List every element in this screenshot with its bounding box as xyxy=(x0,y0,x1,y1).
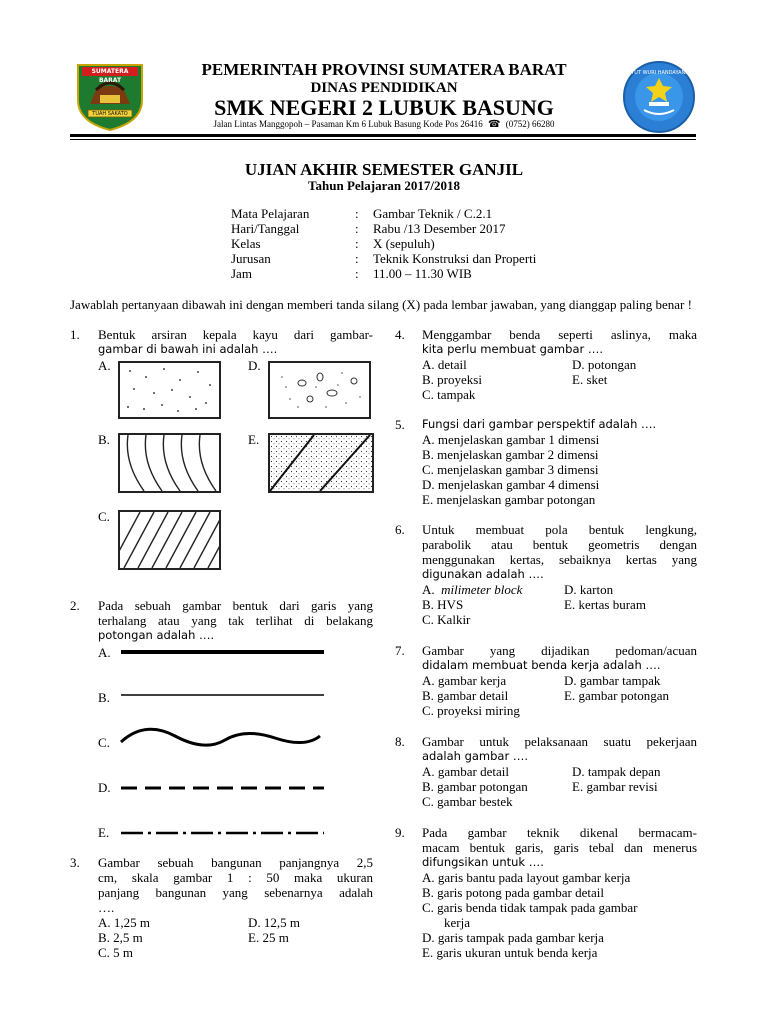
q6-line: parabolik atau bentuk geometris dengan xyxy=(422,537,697,552)
q5-option-e: E. menjelaskan gambar potongan xyxy=(422,492,596,507)
q3-option-b: B. 2,5 m xyxy=(98,930,143,945)
q8-number: 8. xyxy=(395,734,405,749)
header-rule-thin xyxy=(70,139,696,140)
q6-option-b: B. HVS xyxy=(422,597,464,612)
q8-option-c: C. gambar bestek xyxy=(422,794,513,809)
q8-line: Gambar untuk pelaksanaan suatu pekerjaan xyxy=(422,734,697,749)
q2-text xyxy=(98,598,373,643)
hatch-concrete xyxy=(268,361,371,419)
info-sep: : xyxy=(355,236,359,251)
left-logo-ribbon: TUAH SAKATO xyxy=(92,111,128,117)
q2-option-d: D. xyxy=(98,780,111,795)
q3-line: Gambar sebuah bangunan panjangnya 2,5 xyxy=(98,855,373,870)
line-wavy xyxy=(121,729,320,745)
q1-option-c: C. xyxy=(98,509,110,524)
q2-option-e: E. xyxy=(98,825,110,840)
q5-option-b: B. menjelaskan gambar 2 dimensi xyxy=(422,447,599,462)
q1-option-d: D. xyxy=(248,358,261,373)
q5-option-a: A. menjelaskan gambar 1 dimensi xyxy=(422,432,600,447)
q6-option-e: E. kertas buram xyxy=(564,597,646,612)
q1-option-a: A. xyxy=(98,358,111,373)
q8-option-d: D. tampak depan xyxy=(572,764,661,779)
q7-line: Gambar yang dijadikan pedoman/acuan xyxy=(422,643,697,658)
q3-option-a: A. 1,25 m xyxy=(98,915,150,930)
q6-line: menggunakan kertas, sebaiknya kertas yang xyxy=(422,552,697,567)
hatch-sand-diagonal-icon xyxy=(270,435,372,491)
info-sep: : xyxy=(355,251,359,266)
hatch-dots-icon xyxy=(120,363,219,417)
info-sep: : xyxy=(355,206,359,221)
info-value: X (sepuluh) xyxy=(373,236,435,251)
q9-line: difungsikan untuk …. xyxy=(422,855,544,869)
q7-option-b: B. gambar detail xyxy=(422,688,509,703)
q3-line: panjang bangunan yang sebenarnya adalah xyxy=(98,885,373,900)
q8-text xyxy=(422,734,697,764)
q2-number: 2. xyxy=(70,598,80,613)
q7-option-d: D. gambar tampak xyxy=(564,673,661,688)
q5-option-d: D. menjelaskan gambar 4 dimensi xyxy=(422,477,600,492)
exam-info xyxy=(231,206,631,281)
header-dept: DINAS PENDIDIKAN xyxy=(310,80,458,96)
q5-text: Fungsi dari gambar perspektif adalah …. xyxy=(422,417,657,431)
q8-line: adalah gambar …. xyxy=(422,749,529,763)
telephone-icon: ☎ xyxy=(488,119,501,130)
q9-text xyxy=(422,825,697,870)
hatch-concrete-icon xyxy=(270,363,369,417)
info-row xyxy=(231,206,631,221)
q4-text xyxy=(422,327,697,357)
info-value: 11.00 – 11.30 WIB xyxy=(373,266,472,281)
q6-line: Untuk membuat pola bentuk lengkung, xyxy=(422,522,697,537)
info-value: Rabu /13 Desember 2017 xyxy=(373,221,506,236)
q8-option-a: A. gambar detail xyxy=(422,764,509,779)
q9-option-c: C. garis benda tidak tampak pada gambar xyxy=(422,900,638,915)
info-label: Mata Pelajaran xyxy=(231,206,310,221)
q2-option-a: A. xyxy=(98,645,111,660)
info-value: Teknik Konstruksi dan Properti xyxy=(373,251,537,266)
q4-option-e: E. sket xyxy=(572,372,608,387)
q7-number: 7. xyxy=(395,643,405,658)
q8-option-b: B. gambar potongan xyxy=(422,779,528,794)
header-gov: PEMERINTAH PROVINSI SUMATERA BARAT xyxy=(201,60,567,79)
q9-line: Pada gambar teknik dikenal bermacam- xyxy=(422,825,697,840)
q7-option-c: C. proyeksi miring xyxy=(422,703,520,718)
q7-option-e: E. gambar potongan xyxy=(564,688,670,703)
q2-line: Pada sebuah gambar bentuk dari garis yang xyxy=(98,598,373,613)
q9-option-e: E. garis ukuran untuk benda kerja xyxy=(422,945,598,960)
q7-option-a: A. gambar kerja xyxy=(422,673,507,688)
q1-option-b: B. xyxy=(98,432,110,447)
q8-option-e: E. gambar revisi xyxy=(572,779,658,794)
q6-text xyxy=(422,522,697,582)
right-logo-text: TUT WURI HANDAYANI xyxy=(631,70,687,76)
q1-line: Bentuk arsiran kepala kayu dari gambar- xyxy=(98,327,373,342)
hatch-dotted-sparse xyxy=(118,361,221,419)
q9-number: 9. xyxy=(395,825,405,840)
q9-option-c-cont: kerja xyxy=(444,915,470,930)
header-address-line xyxy=(0,118,768,131)
q2-line: potongan adalah …. xyxy=(98,628,215,642)
q6-number: 6. xyxy=(395,522,405,537)
info-label: Jam xyxy=(231,266,252,281)
q7-text xyxy=(422,643,697,673)
q3-line: …. xyxy=(98,900,115,915)
info-row xyxy=(231,266,631,281)
hatch-wood-grain-icon xyxy=(120,435,219,491)
q2-line-samples xyxy=(115,640,330,840)
q3-option-e: E. 25 m xyxy=(248,930,289,945)
exam-year: Tahun Pelajaran 2017/2018 xyxy=(308,178,460,193)
q4-option-d: D. potongan xyxy=(572,357,637,372)
q3-number: 3. xyxy=(70,855,80,870)
info-label: Kelas xyxy=(231,236,261,251)
info-sep: : xyxy=(355,266,359,281)
q4-line: kita perlu membuat gambar …. xyxy=(422,342,604,356)
hatch-diagonal-lines xyxy=(118,510,221,570)
q2-option-b: B. xyxy=(98,690,110,705)
q2-option-c: C. xyxy=(98,735,110,750)
header-rule-thick xyxy=(70,134,696,137)
q5-number: 5. xyxy=(395,417,405,432)
q6-option-a-letter: A. xyxy=(422,582,435,597)
header-phone: (0752) 66280 xyxy=(505,119,555,129)
q1-option-e: E. xyxy=(248,432,260,447)
q1-number: 1. xyxy=(70,327,80,342)
q1-text xyxy=(98,327,373,357)
info-row xyxy=(231,251,631,266)
q9-line: macam bentuk garis, garis tebal dan menerus xyxy=(422,840,697,855)
q4-number: 4. xyxy=(395,327,405,342)
q3-option-c: C. 5 m xyxy=(98,945,134,960)
exam-title: UJIAN AKHIR SEMESTER GANJIL xyxy=(244,160,524,179)
info-sep: : xyxy=(355,221,359,236)
q6-option-c: C. Kalkir xyxy=(422,612,471,627)
header-school: SMK NEGERI 2 LUBUK BASUNG xyxy=(214,95,554,120)
q3-line: cm, skala gambar 1 : 50 maka ukuran xyxy=(98,870,373,885)
q3-text xyxy=(98,855,373,915)
hatch-wood-curves xyxy=(118,433,221,493)
q1-line: gambar di bawah ini adalah …. xyxy=(98,342,278,356)
q6-option-a xyxy=(422,582,522,597)
info-label: Hari/Tanggal xyxy=(231,221,300,236)
info-label: Jurusan xyxy=(231,251,271,266)
q4-option-b: B. proyeksi xyxy=(422,372,482,387)
left-logo-text: SUMATERA BARAT xyxy=(91,68,129,84)
q4-option-a: A. detail xyxy=(422,357,467,372)
q6-option-a-text: milimeter block xyxy=(441,582,523,597)
q9-option-d: D. garis tampak pada gambar kerja xyxy=(422,930,604,945)
q5-option-c: C. menjelaskan gambar 3 dimensi xyxy=(422,462,599,477)
q3-option-d: D. 12,5 m xyxy=(248,915,300,930)
q2-line: terhalang atau yang tak terlihat di belakang xyxy=(98,613,373,628)
q6-option-d: D. karton xyxy=(564,582,614,597)
hatch-dotted-dense-diagonal xyxy=(268,433,374,493)
info-value: Gambar Teknik / C.2.1 xyxy=(373,206,493,221)
info-row xyxy=(231,236,631,251)
instruction: Jawablah pertanyaan dibawah ini dengan memberi tanda silang (X) pada lembar jawaban, yang dianggap paling benar ! xyxy=(70,297,692,312)
q4-option-c: C. tampak xyxy=(422,387,476,402)
q7-line: didalam membuat benda kerja adalah …. xyxy=(422,658,661,672)
info-row xyxy=(231,221,631,236)
q9-option-a: A. garis bantu pada layout gambar kerja xyxy=(422,870,631,885)
q4-line: Menggambar benda seperti aslinya, maka xyxy=(422,327,697,342)
hatch-diagonal-icon xyxy=(120,512,219,568)
header-address: Jalan Lintas Manggopoh – Pasaman Km 6 Lubuk Basung Kode Pos 26416 xyxy=(213,119,483,129)
q9-option-b: B. garis potong pada gambar detail xyxy=(422,885,604,900)
q6-line: digunakan adalah …. xyxy=(422,567,544,581)
